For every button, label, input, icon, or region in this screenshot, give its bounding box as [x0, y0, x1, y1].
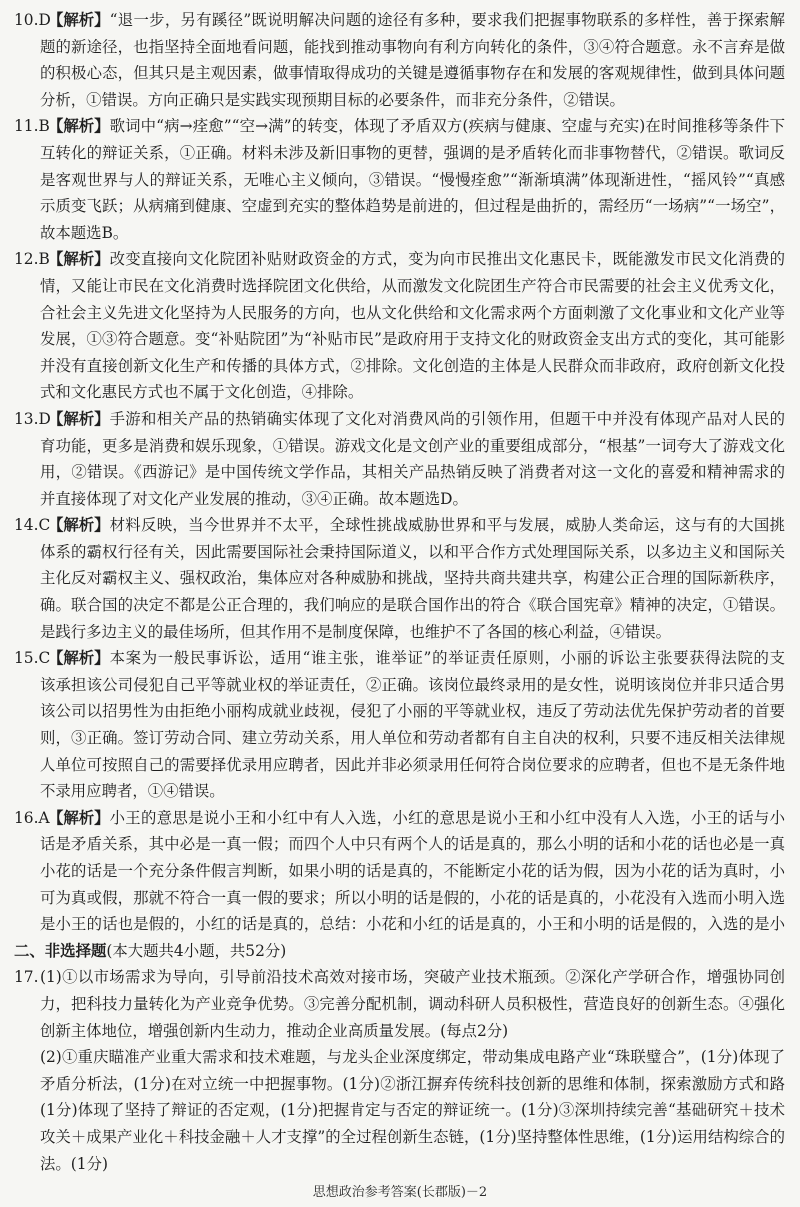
answer-number: 10.D: [14, 11, 51, 29]
section-heading: [14, 938, 800, 965]
answer-line: 话是矛盾关系，其中必是一真一假；而四个人中只有两个人的话是真的，那么小明的话和小花的话也必是一真: [40, 835, 785, 854]
answer-line: 并没有直接创新文化生产和传播的具体方式，②排除。文化创造的主体是人民群众而非政府，政府创新文化投: [40, 356, 785, 375]
answer-text: 本案为一般民事诉讼，适用“谁主张，谁举证”的举证责任原则，小丽的诉讼主张要获得法院的支: [109, 649, 785, 668]
answer-first-line: [14, 512, 785, 539]
answer-item: [0, 805, 800, 938]
q17-part2-line: (2)①重庆瞄准产业重大需求和技术难题，与龙头企业深度绑定，带动集成电路产业“珠联璧合”，(1分)体现了: [40, 1048, 785, 1067]
q17-part1-text: (1)①以市场需求为导向，引导前沿技术高效对接市场，突破产业技术瓶颈。②深化产学研合作，增强协同创: [40, 968, 785, 987]
analysis-tag: 【解析】: [48, 409, 110, 428]
answer-text: 改变直接向文化院团补贴财政资金的方式，变为向市民推出文化惠民卡，既能激发市民文化消费的: [109, 250, 785, 269]
section-title: 二、非选择题: [14, 941, 107, 960]
analysis-tag: 【解析】: [48, 11, 110, 29]
answer-line: 的积极心态，但其只是主观因素，做事情取得成功的关键是遵循事物存在和发展的客观规律性，做到具体问题: [40, 64, 785, 83]
answer-item: [0, 113, 800, 246]
answer-document: [0, 7, 800, 1177]
answer-item: [0, 512, 800, 645]
answer-text: 材料反映，当今世界并不太平，全球性挑战威胁世界和平与发展，威胁人类命运，这与有的大国挑: [109, 516, 785, 535]
answer-line: 分析，①错误。方向正确只是实践实现预期目标的必要条件，而非充分条件，②错误。: [40, 90, 625, 109]
answer-line: 小花的话是一个充分条件假言判断，如果小明的话是真的，不能断定小花的话为假，因为小花的话为真时，小: [40, 862, 785, 880]
question-number: 17.: [14, 968, 39, 987]
answer-line: 合社会主义先进文化坚持为人民服务的方向，也从文化供给和文化需求两个方面刺激了文化事业和文化产业等: [40, 303, 785, 322]
analysis-tag: 【解析】: [48, 808, 110, 827]
answer-text: 歌词中“病→痊愈”“空→满”的转变，体现了矛盾双方(疾病与健康、空虚与充实)在时间推移等条件下: [109, 117, 785, 136]
answer-number: 16.A: [14, 808, 50, 827]
answer-line: 可为真或假，那就不符合一真一假的要求；所以小明的话是假的，小花的话是真的，小花没有入选而小明入选: [40, 888, 785, 907]
answer-line: 示质变飞跃；从病痛到健康、空虚到充实的整体趋势是前进的，但过程是曲折的，需经历“一场病”“一场空”，: [40, 197, 785, 216]
answer-first-line: [14, 246, 785, 273]
answer-line: 式和文化惠民方式也不属于文化创造，④排除。: [40, 383, 364, 402]
answer-line: 该公司以招男性为由拒绝小丽构成就业歧视，侵犯了小丽的平等就业权，违反了劳动法优先保护劳动者的首要: [40, 702, 785, 721]
q17-part1-line: 创新主体地位，增强创新内生动力，推动企业高质量发展。(每点2分): [40, 1021, 509, 1040]
answer-line: 并直接体现了对文化产业发展的推动，③④正确。故本题选D。: [40, 489, 468, 508]
answer-text: 小王的意思是说小王和小红中有人入选，小红的意思是说小王和小红中没有人入选，小王的话与小: [109, 808, 785, 827]
answer-line: 则，③正确。签订劳动合同、建立劳动关系，用人单位和劳动者都有自主自决的权利，只要不违反相关法律规: [40, 729, 785, 748]
page-footer: 思想政治参考答案(长郡版)－2: [312, 1185, 488, 1200]
answer-line: 是客观世界与人的辩证关系，无唯心主义倾向，③错误。“慢慢痊愈”“渐渐填满”体现渐进性，“摇风铃”“真感: [40, 170, 785, 189]
answer-text: 手游和相关产品的热销确实体现了文化对消费风尚的引领作用，但题干中并没有体现产品对人民的: [109, 409, 785, 428]
answer-item: [0, 7, 800, 113]
q17-part2-line: (1分)体现了坚持了辩证的否定观，(1分)把握肯定与否定的辩证统一。(1分)③深圳持续完善“基础研究＋技术: [40, 1101, 785, 1120]
q17-part2-line: 攻关＋成果产业化＋科技金融＋人才支撑”的全过程创新生态链，(1分)坚持整体性思维，(1分)运用结构综合的: [40, 1127, 785, 1146]
answer-line: 体系的霸权行径有关，因此需要国际社会秉持国际道义，以和平合作方式处理国际关系，以多边主义和国际关: [40, 542, 785, 561]
q17-first-line: [14, 964, 785, 991]
analysis-tag: 【解析】: [48, 117, 110, 136]
answer-first-line: [14, 7, 785, 34]
answer-number: 13.D: [14, 409, 51, 428]
answer-number: 14.C: [14, 516, 51, 535]
answer-first-line: [14, 406, 785, 433]
analysis-tag: 【解析】: [48, 516, 110, 535]
answer-line: 不录用应聘者，①④错误。: [40, 782, 225, 801]
answer-line: 是小王的话也是假的，小红的话是真的，总结：小花和小红的话是真的，小王和小明的话是假的，入选的是小: [40, 915, 785, 934]
answer-item: [0, 406, 800, 512]
section-note: (本大题共4小题，共52分): [106, 941, 287, 960]
answer-item: [0, 645, 800, 805]
answer-line: 该承担该公司侵犯自己平等就业权的举证责任，②正确。该岗位最终录用的是女性，说明该岗位并非只适合男: [40, 675, 785, 694]
answer-first-line: [14, 805, 785, 832]
analysis-tag: 【解析】: [48, 250, 110, 269]
answer-line: 育功能，更多是消费和娱乐现象，①错误。游戏文化是文创产业的重要组成部分，“根基”一词夸大了游戏文化: [40, 436, 785, 455]
answer-line: 用，②错误。《西游记》是中国传统文学作品，其相关产品热销反映了消费者对这一文化的喜爱和精神需求的: [40, 463, 785, 482]
answer-line: 题的新途径，也指坚持全面地看问题，能找到推动事物向有利方向转化的条件，③④符合题意。永不言弃是做: [40, 37, 785, 56]
answer-number: 15.C: [14, 649, 51, 668]
question-17: [0, 964, 800, 1177]
answer-number: 11.B: [14, 117, 50, 136]
answer-first-line: [14, 113, 785, 140]
q17-part2-line: 矛盾分析法，(1分)在对立统一中把握事物。(1分)②浙江摒弃传统科技创新的思维和体制，探索激励方式和路: [40, 1074, 785, 1093]
answer-number: 12.B: [14, 250, 50, 269]
answer-line: 主化反对霸权主义、强权政治，集体应对各种威胁和挑战，坚持共商共建共享，构建公正合理的国际新秩序，: [40, 569, 785, 588]
answer-item: [0, 246, 800, 406]
q17-part2-line: 法。(1分): [40, 1154, 108, 1173]
answer-line: 故本题选B。: [40, 223, 129, 242]
answer-line: 人单位可按照自己的需要择优录用应聘者，因此并非必须录用任何符合岗位要求的应聘者，但也不是无条件地: [40, 755, 785, 774]
answer-first-line: [14, 645, 785, 672]
analysis-tag: 【解析】: [48, 649, 110, 668]
answer-line: 互转化的辩证关系，①正确。材料未涉及新旧事物的更替，强调的是矛盾转化而非事物替代，②错误。歌词反: [40, 143, 785, 162]
answer-line: 发展，①③符合题意。变“补贴院团”为“补贴市民”是政府用于支持文化的财政资金支出方式的变化，其可能影: [40, 330, 785, 349]
answer-text: “退一步，另有蹊径”既说明解决问题的途径有多种，要求我们把握事物联系的多样性，善于探索解: [109, 11, 785, 29]
q17-part1-line: 力，把科技力量转化为产业竞争优势。③完善分配机制，调动科研人员积极性，营造良好的创新生态。④强化: [40, 994, 785, 1013]
answer-line: 是践行多边主义的最佳场所，但其作用不是制度保障，也维护不了各国的核心利益，④错误。: [40, 622, 672, 641]
answer-line: 确。联合国的决定不都是公正合理的，我们响应的是联合国作出的符合《联合国宪章》精神的决定，①错误。: [40, 596, 785, 615]
answer-line: 情，又能让市民在文化消费时选择院团文化供给，从而激发文化院团生产符合市民需要的社会主义优秀文化，: [40, 276, 785, 295]
